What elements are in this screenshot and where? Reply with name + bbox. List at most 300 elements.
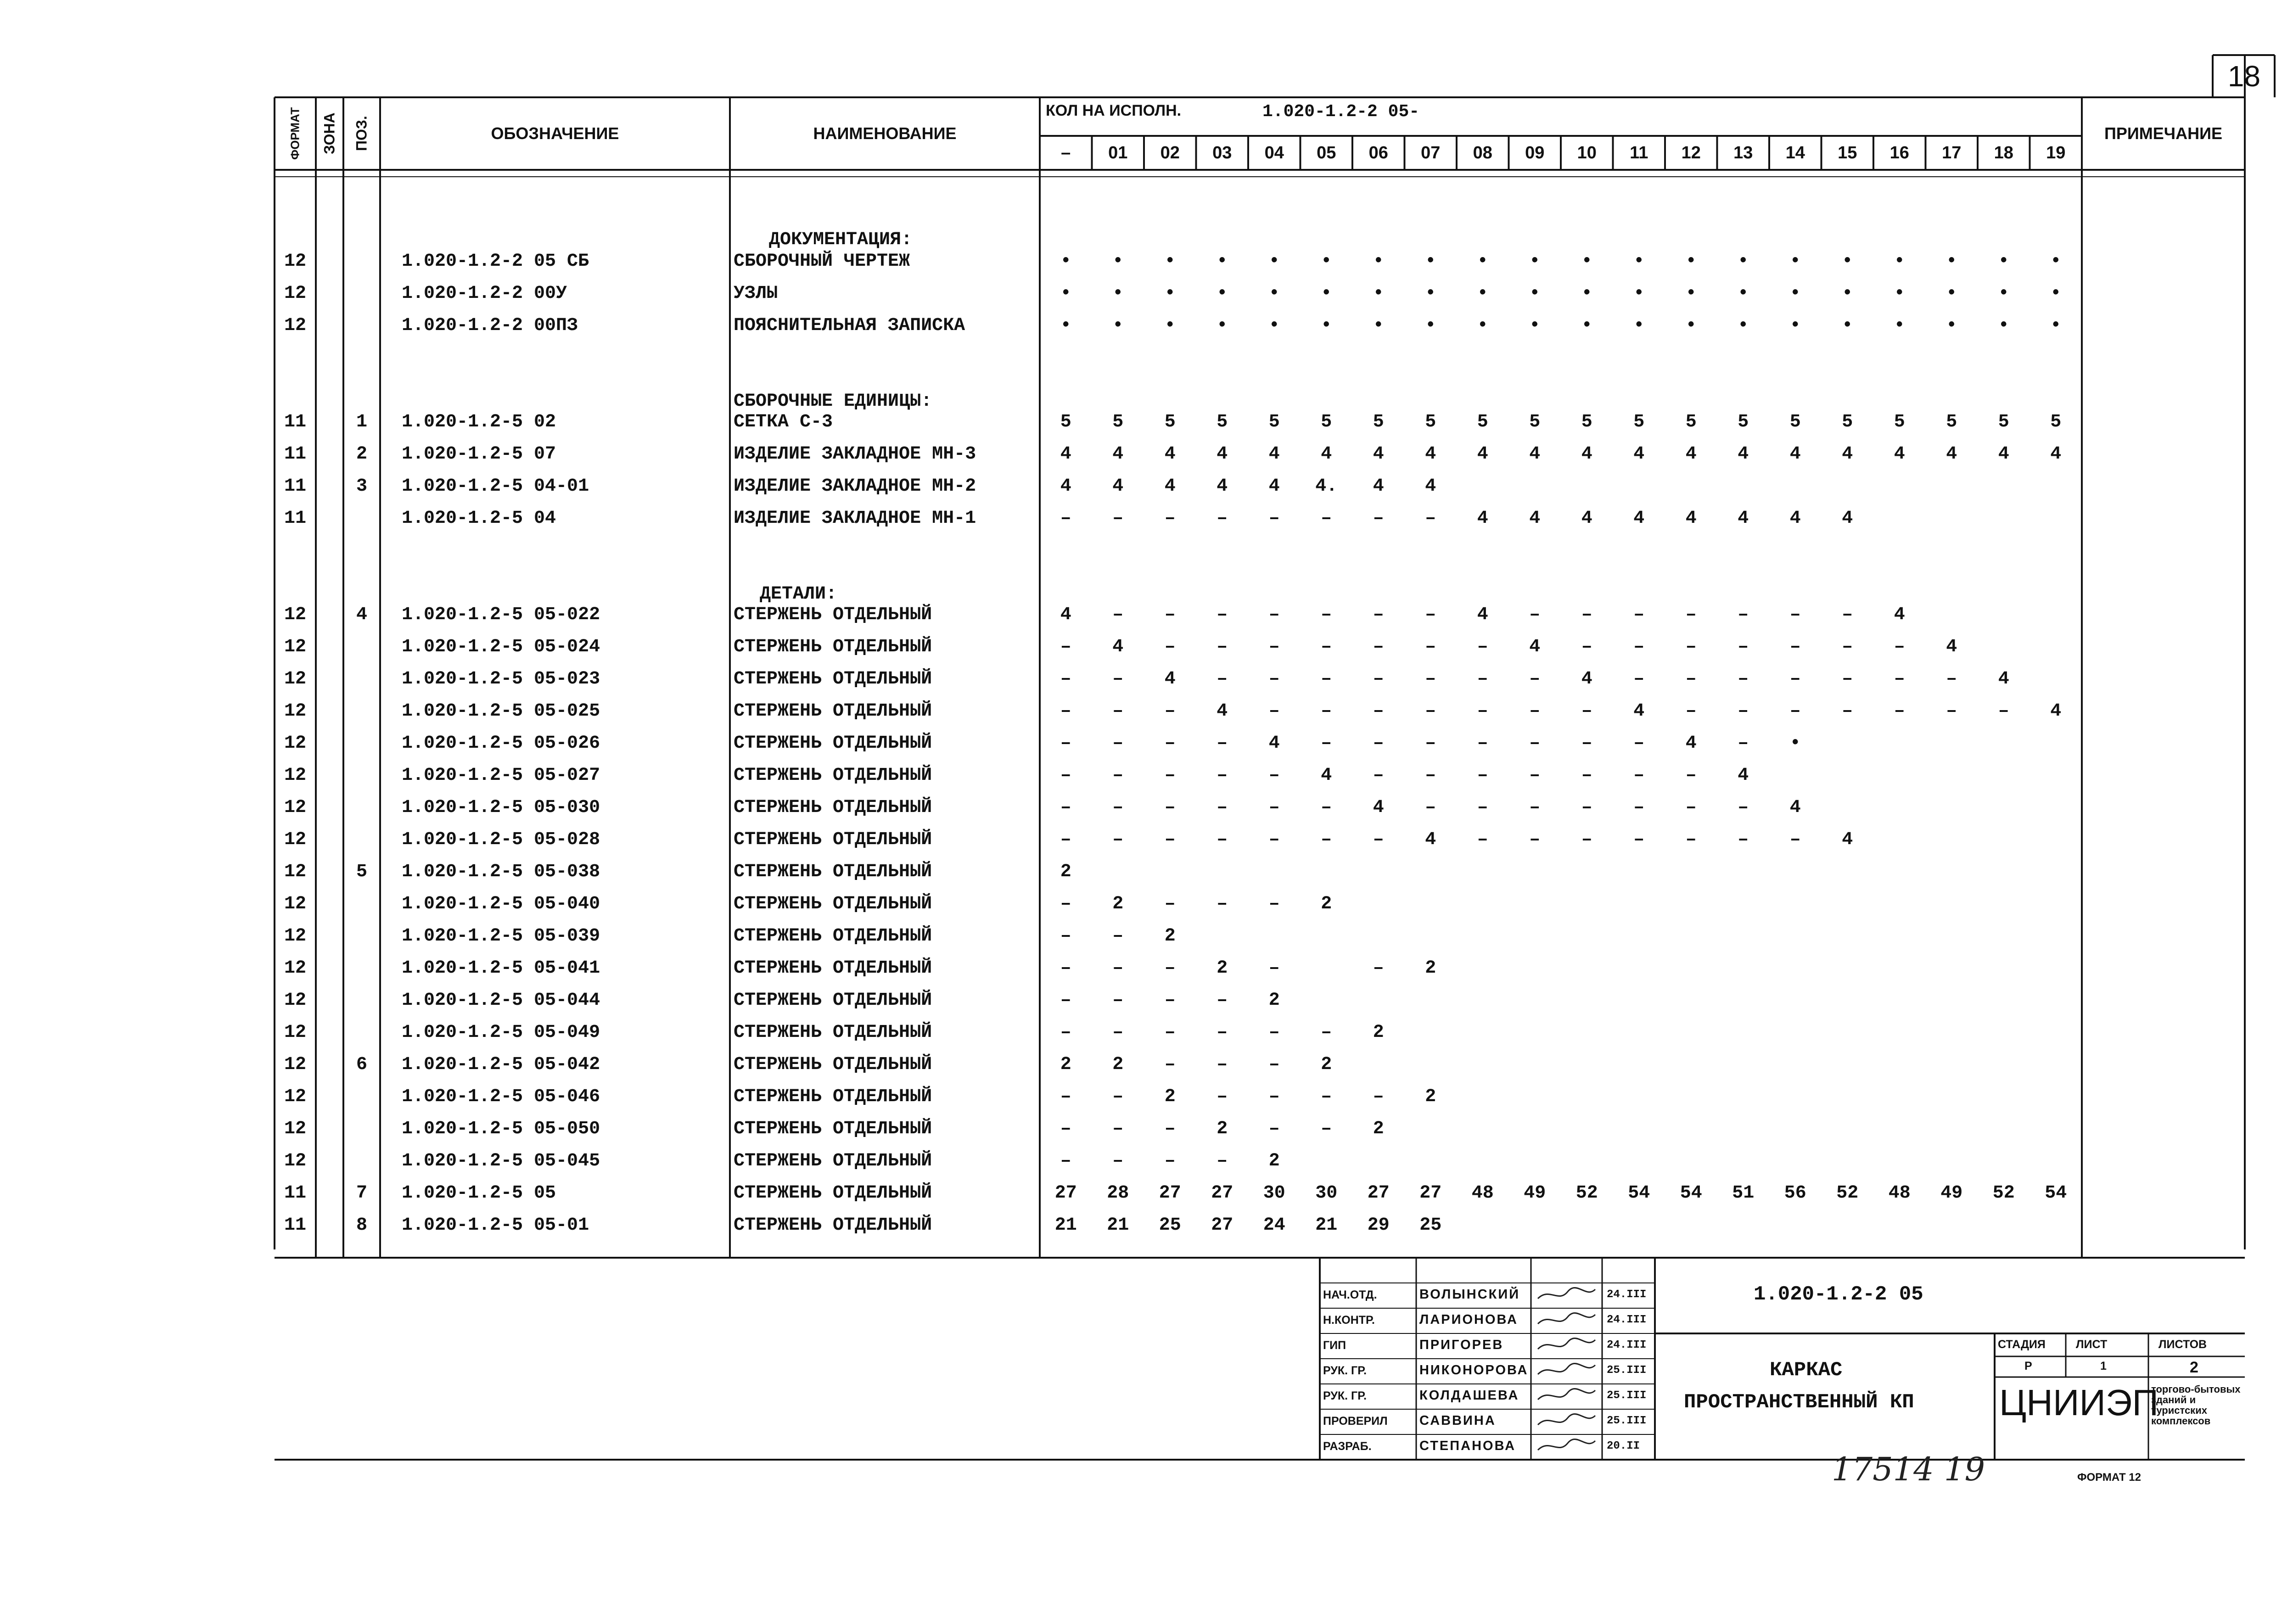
stage-value: Р	[2024, 1360, 2032, 1372]
qty-cell: –	[1112, 829, 1124, 850]
section-details: ДЕТАЛИ:	[760, 584, 837, 605]
qty-cell: 4	[1112, 476, 1124, 497]
qty-cell	[1561, 1017, 1613, 1049]
qty-cell	[1926, 599, 1978, 631]
qty-cell: 4	[1998, 669, 2009, 689]
qty-cell: –	[1842, 637, 1853, 657]
format-cell: 12	[284, 1151, 306, 1171]
qty-cell	[1926, 856, 1978, 888]
qty-cell: –	[1373, 701, 1384, 722]
qty-cell: 4	[1946, 637, 1957, 657]
qty-cell	[1717, 856, 1770, 888]
qty-cell	[1769, 1081, 1822, 1113]
qty-cell: 4	[1373, 444, 1384, 465]
qty-cell	[1978, 1210, 2030, 1242]
qty-cell	[1561, 888, 1613, 920]
qty-cell: –	[1842, 669, 1853, 689]
qty-cell: 5	[1060, 412, 1071, 432]
qty-cell: –	[1112, 669, 1124, 689]
qty-cell	[1873, 728, 1926, 760]
format-cell: 12	[284, 1022, 306, 1043]
qty-cell: –	[1789, 605, 1801, 625]
qty-cell: –	[1268, 1086, 1280, 1107]
qty-cell	[1457, 1081, 1509, 1113]
signer-date: 24.III	[1607, 1314, 1647, 1326]
signer-name: КОЛДАШЕВА	[1419, 1388, 1519, 1403]
qty-cell: •	[1946, 251, 1957, 272]
qty-cell: •	[1842, 251, 1853, 272]
qty-cell	[1613, 985, 1665, 1017]
qty-cell: –	[1581, 733, 1592, 754]
qty-cell: –	[1268, 701, 1280, 722]
qty-cell	[1978, 728, 2030, 760]
designation-cell: 1.020-1.2-5 05-039	[402, 926, 600, 946]
qty-cell: 4	[1789, 508, 1801, 529]
qty-cell	[1769, 920, 1822, 952]
designation-cell: 1.020-1.2-5 05-042	[402, 1054, 600, 1075]
qty-cell: 4	[1789, 797, 1801, 818]
qty-cell: –	[1164, 605, 1176, 625]
qty-cell	[1822, 728, 1874, 760]
qty-cell: •	[1894, 251, 1905, 272]
qty-cell	[2030, 985, 2082, 1017]
qty-cell: •	[1685, 251, 1697, 272]
qty-cell: •	[1529, 315, 1541, 336]
qty-cell	[1926, 728, 1978, 760]
pos-cell: 2	[356, 444, 367, 465]
qty-cell	[1196, 920, 1249, 952]
qty-cell: 4	[1060, 476, 1071, 497]
qty-cell: 4	[1842, 829, 1853, 850]
variant-header: 01	[1108, 143, 1128, 162]
qty-cell	[1561, 1113, 1613, 1145]
signature-mark	[1536, 1436, 1598, 1455]
qty-cell: –	[1738, 637, 1749, 657]
qty-cell: 4	[1217, 701, 1228, 722]
name-cell: СТЕРЖЕНЬ ОТДЕЛЬНЫЙ	[734, 765, 932, 786]
qty-cell	[1873, 1017, 1926, 1049]
pos-cell: 8	[356, 1215, 367, 1236]
qty-cell	[1509, 920, 1561, 952]
signer-role: РУК. ГР.	[1323, 1364, 1367, 1377]
format-cell: 12	[284, 862, 306, 882]
name-cell: СТЕРЖЕНЬ ОТДЕЛЬНЫЙ	[734, 829, 932, 850]
qty-cell	[2030, 920, 2082, 952]
qty-cell	[1978, 470, 2030, 503]
qty-cell	[1978, 888, 2030, 920]
pos-cell	[344, 278, 379, 310]
section-documentation: ДОКУМЕНТАЦИЯ:	[769, 230, 913, 250]
qty-cell: 2	[1373, 1119, 1384, 1139]
qty-cell	[1405, 1145, 1457, 1177]
qty-cell: •	[1373, 283, 1384, 304]
qty-cell: 4	[1581, 669, 1592, 689]
signer-role: Н.КОНТР.	[1323, 1314, 1375, 1327]
qty-cell	[1769, 1145, 1822, 1177]
qty-cell: –	[1685, 669, 1697, 689]
qty-cell	[1822, 1049, 1874, 1081]
designation-cell: 1.020-1.2-2 05 СБ	[402, 251, 589, 272]
qty-cell: •	[1529, 251, 1541, 272]
variant-header: 14	[1785, 143, 1805, 162]
qty-cell: •	[1477, 251, 1488, 272]
qty-cell: –	[1112, 1151, 1124, 1171]
qty-cell: 4	[1685, 508, 1697, 529]
qty-cell	[1561, 1210, 1613, 1242]
qty-cell: 5	[1217, 412, 1228, 432]
name-cell: СТЕРЖЕНЬ ОТДЕЛЬНЫЙ	[734, 1119, 932, 1139]
qty-cell	[1769, 952, 1822, 985]
qty-cell: –	[1789, 829, 1801, 850]
qty-cell: •	[1842, 315, 1853, 336]
qty-cell	[1769, 1017, 1822, 1049]
org-name: ЦНИИЭП	[1999, 1382, 2158, 1423]
qty-cell: –	[1373, 637, 1384, 657]
qty-cell: –	[1425, 797, 1436, 818]
qty-cell: 4	[1425, 476, 1436, 497]
qty-cell	[1509, 1145, 1561, 1177]
qty-cell	[1613, 952, 1665, 985]
pos-cell: 4	[356, 605, 367, 625]
qty-cell: •	[1477, 283, 1488, 304]
qty-cell: 4	[1581, 508, 1592, 529]
qty-cell: –	[1373, 733, 1384, 754]
variant-header: 10	[1577, 143, 1597, 162]
qty-cell: –	[1685, 701, 1697, 722]
qty-cell: –	[1060, 797, 1071, 818]
qty-cell: •	[1373, 251, 1384, 272]
qty-cell	[1457, 952, 1509, 985]
zone-cell	[317, 470, 342, 503]
qty-cell	[2030, 599, 2082, 631]
qty-cell: –	[1060, 1022, 1071, 1043]
qty-cell: –	[1268, 669, 1280, 689]
qty-cell: •	[1529, 283, 1541, 304]
qty-cell: –	[1738, 733, 1749, 754]
qty-cell: 4	[1842, 444, 1853, 465]
qty-cell	[1301, 952, 1353, 985]
qty-cell: 29	[1367, 1215, 1390, 1236]
designation-cell: 1.020-1.2-5 05-022	[402, 605, 600, 625]
qty-cell: –	[1581, 637, 1592, 657]
qty-cell	[1405, 888, 1457, 920]
qty-cell	[1665, 470, 1717, 503]
section-assemblies: СБОРОЧНЫЕ ЕДИНИЦЫ:	[734, 391, 932, 412]
qty-cell: 5	[1529, 412, 1541, 432]
qty-cell: –	[1060, 1086, 1071, 1107]
qty-cell: –	[1112, 1022, 1124, 1043]
qty-cell: –	[1529, 701, 1541, 722]
qty-cell: –	[1112, 765, 1124, 786]
qty-cell: 5	[1268, 412, 1280, 432]
qty-cell	[2030, 1017, 2082, 1049]
qty-cell: 4	[1425, 829, 1436, 850]
format-cell: 12	[284, 669, 306, 689]
qty-cell: •	[1842, 283, 1853, 304]
qty-cell	[1822, 760, 1874, 792]
qty-cell: •	[1738, 315, 1749, 336]
name-cell: СБОРОЧНЫЙ ЧЕРТЕЖ	[734, 251, 910, 272]
qty-cell: –	[1425, 637, 1436, 657]
qty-cell: 27	[1159, 1183, 1181, 1204]
name-cell: СТЕРЖЕНЬ ОТДЕЛЬНЫЙ	[734, 894, 932, 914]
designation-cell: 1.020-1.2-5 05-028	[402, 829, 600, 850]
qty-cell: –	[1060, 1119, 1071, 1139]
sheet-label: ЛИСТ	[2076, 1338, 2108, 1351]
qty-cell: 2	[1321, 894, 1332, 914]
qty-cell	[1717, 985, 1770, 1017]
designation-cell: 1.020-1.2-5 05-038	[402, 862, 600, 882]
pos-cell	[344, 1017, 379, 1049]
pos-cell	[344, 792, 379, 824]
qty-cell	[1457, 985, 1509, 1017]
qty-cell: 2	[1217, 958, 1228, 979]
qty-cell	[1457, 1210, 1509, 1242]
qty-cell: 5	[1633, 412, 1645, 432]
qty-cell	[1717, 1210, 1770, 1242]
zone-cell	[317, 920, 342, 952]
designation-cell: 1.020-1.2-5 05-01	[402, 1215, 589, 1236]
signer-name: ВОЛЫНСКИЙ	[1419, 1287, 1520, 1302]
zone-cell	[317, 406, 342, 438]
qty-cell	[1978, 1049, 2030, 1081]
qty-cell	[1613, 856, 1665, 888]
header-format: ФОРМАТ	[288, 107, 302, 160]
qty-cell: –	[1685, 765, 1697, 786]
qty-cell	[1665, 1113, 1717, 1145]
designation-cell: 1.020-1.2-5 05-023	[402, 669, 600, 689]
qty-cell: –	[1112, 797, 1124, 818]
pos-cell	[344, 824, 379, 856]
qty-cell: –	[1112, 508, 1124, 529]
name-cell: ИЗДЕЛИЕ ЗАКЛАДНОЕ МН-2	[734, 476, 976, 497]
qty-cell: –	[1738, 797, 1749, 818]
signature-mark	[1536, 1361, 1598, 1379]
signer-role: НАЧ.ОТД.	[1323, 1288, 1377, 1301]
qty-cell: –	[1373, 958, 1384, 979]
variant-header: 07	[1421, 143, 1441, 162]
name-cell: СТЕРЖЕНЬ ОТДЕЛЬНЫЙ	[734, 990, 932, 1011]
variant-header: 03	[1212, 143, 1232, 162]
designation-cell: 1.020-1.2-2 00У	[402, 283, 567, 304]
qty-cell: –	[1112, 1119, 1124, 1139]
qty-cell	[1717, 1049, 1770, 1081]
qty-cell	[1405, 920, 1457, 952]
qty-cell	[1873, 824, 1926, 856]
pos-cell: 7	[356, 1183, 367, 1204]
qty-cell: –	[1685, 829, 1697, 850]
designation-cell: 1.020-1.2-5 05-045	[402, 1151, 600, 1171]
zone-cell	[317, 792, 342, 824]
qty-cell: –	[1112, 1086, 1124, 1107]
qty-cell: 4	[1789, 444, 1801, 465]
qty-cell	[1665, 920, 1717, 952]
qty-cell	[1352, 985, 1405, 1017]
qty-cell	[1978, 503, 2030, 535]
qty-cell: 4	[1581, 444, 1592, 465]
qty-cell: 2	[1217, 1119, 1228, 1139]
qty-cell: –	[1112, 605, 1124, 625]
qty-cell: •	[1060, 315, 1071, 336]
pos-cell	[344, 920, 379, 952]
header-pos: ПОЗ.	[353, 116, 370, 151]
qty-cell: 21	[1107, 1215, 1129, 1236]
zone-cell	[317, 1081, 342, 1113]
qty-cell: 4	[1633, 508, 1645, 529]
qty-cell	[1822, 1081, 1874, 1113]
qty-cell: 4	[1477, 444, 1488, 465]
qty-cell	[1873, 760, 1926, 792]
qty-cell	[1352, 888, 1405, 920]
qty-cell: 5	[1946, 412, 1957, 432]
designation-cell: 1.020-1.2-5 05-044	[402, 990, 600, 1011]
qty-cell	[1457, 856, 1509, 888]
qty-cell	[1873, 1081, 1926, 1113]
qty-cell	[1926, 1113, 1978, 1145]
signer-name: ПРИГОРЕВ	[1419, 1338, 1504, 1352]
qty-cell: 2	[1164, 1086, 1176, 1107]
qty-cell: 48	[1471, 1183, 1494, 1204]
format-cell: 12	[284, 733, 306, 754]
qty-cell: –	[1477, 733, 1488, 754]
qty-cell: 2	[1164, 926, 1176, 946]
qty-cell: 4	[1685, 444, 1697, 465]
qty-cell: –	[1268, 637, 1280, 657]
qty-cell	[1509, 888, 1561, 920]
qty-cell	[1978, 1017, 2030, 1049]
qty-cell: 4	[1164, 669, 1176, 689]
name-cell: СЕТКА С-3	[734, 412, 833, 432]
format-cell: 12	[284, 797, 306, 818]
variant-header: 17	[1942, 143, 1962, 162]
variant-header: 19	[2046, 143, 2066, 162]
qty-cell	[2030, 952, 2082, 985]
qty-cell	[1405, 1049, 1457, 1081]
format-label: ФОРМАТ 12	[2077, 1471, 2141, 1484]
qty-cell	[1665, 856, 1717, 888]
qty-cell	[2030, 1210, 2082, 1242]
qty-cell: 54	[1628, 1183, 1650, 1204]
designation-cell: 1.020-1.2-5 05-025	[402, 701, 600, 722]
qty-cell	[1509, 1113, 1561, 1145]
format-cell: 11	[284, 1215, 306, 1236]
org-description: торгово-бытовых зданий и туристских комплексов	[2151, 1383, 2241, 1427]
variant-header: 13	[1733, 143, 1753, 162]
qty-cell	[1405, 985, 1457, 1017]
variant-header: 09	[1525, 143, 1545, 162]
qty-cell: –	[1529, 733, 1541, 754]
variant-header: 15	[1838, 143, 1857, 162]
qty-cell: –	[1581, 797, 1592, 818]
qty-cell: –	[1164, 1151, 1176, 1171]
signer-date: 24.III	[1607, 1339, 1647, 1351]
qty-cell: –	[1060, 733, 1071, 754]
pos-cell	[344, 246, 379, 278]
qty-cell: –	[1477, 701, 1488, 722]
qty-cell	[1873, 952, 1926, 985]
qty-cell: •	[1425, 283, 1436, 304]
qty-cell	[1457, 1145, 1509, 1177]
header-note: ПРИМЕЧАНИЕ	[2104, 124, 2222, 143]
qty-cell: –	[1425, 605, 1436, 625]
qty-cell	[1978, 792, 2030, 824]
qty-cell	[1509, 1081, 1561, 1113]
qty-cell: 4	[1685, 733, 1697, 754]
format-cell: 12	[284, 894, 306, 914]
qty-cell	[1822, 470, 1874, 503]
qty-cell: •	[1321, 283, 1332, 304]
qty-cell: –	[1373, 1086, 1384, 1107]
qty-cell: –	[1633, 829, 1645, 850]
qty-cell	[1405, 856, 1457, 888]
qty-cell	[1978, 1113, 2030, 1145]
signer-date: 25.III	[1607, 1389, 1647, 1402]
qty-cell	[1978, 760, 2030, 792]
qty-cell: –	[1529, 765, 1541, 786]
qty-cell: –	[1060, 829, 1071, 850]
signature-mark	[1536, 1386, 1598, 1404]
qty-cell: –	[1789, 669, 1801, 689]
qty-cell	[1561, 1081, 1613, 1113]
qty-cell	[1822, 1145, 1874, 1177]
qty-cell: –	[1581, 829, 1592, 850]
zone-cell	[317, 856, 342, 888]
qty-cell	[1613, 1145, 1665, 1177]
zone-cell	[317, 760, 342, 792]
designation-cell: 1.020-1.2-5 04	[402, 508, 556, 529]
pos-cell: 6	[356, 1054, 367, 1075]
qty-cell	[1665, 888, 1717, 920]
qty-cell	[1457, 470, 1509, 503]
qty-cell: –	[1842, 701, 1853, 722]
qty-cell: –	[1685, 637, 1697, 657]
qty-cell: 27	[1211, 1215, 1233, 1236]
qty-cell: –	[1112, 926, 1124, 946]
qty-cell: 4	[1112, 444, 1124, 465]
qty-cell	[1873, 1113, 1926, 1145]
qty-cell	[1352, 856, 1405, 888]
qty-cell: •	[1112, 283, 1124, 304]
format-cell: 12	[284, 926, 306, 946]
qty-cell: –	[1164, 1119, 1176, 1139]
qty-cell: –	[1321, 669, 1332, 689]
qty-cell: •	[1946, 283, 1957, 304]
qty-cell	[1561, 1145, 1613, 1177]
qty-cell	[1301, 856, 1353, 888]
zone-cell	[317, 1017, 342, 1049]
zone-cell	[317, 1049, 342, 1081]
qty-cell	[1665, 1049, 1717, 1081]
title-doc-code: 1.020-1.2-2 05	[1754, 1283, 1923, 1306]
qty-cell: •	[1998, 283, 2009, 304]
qty-cell: –	[1373, 508, 1384, 529]
qty-cell: –	[1738, 605, 1749, 625]
qty-cell: 4	[1373, 476, 1384, 497]
qty-cell	[1405, 1017, 1457, 1049]
pos-cell	[344, 985, 379, 1017]
qty-cell: •	[1217, 315, 1228, 336]
qty-cell: –	[1477, 669, 1488, 689]
qty-cell	[1873, 1049, 1926, 1081]
qty-cell: –	[1633, 605, 1645, 625]
qty-cell: 21	[1315, 1215, 1338, 1236]
header-qty-code: 1.020-1.2-2 05-	[1262, 102, 1420, 122]
qty-cell	[1248, 920, 1301, 952]
name-cell: СТЕРЖЕНЬ ОТДЕЛЬНЫЙ	[734, 733, 932, 754]
variant-header: 16	[1889, 143, 1909, 162]
qty-cell: 2	[1425, 1086, 1436, 1107]
qty-cell	[2030, 1049, 2082, 1081]
